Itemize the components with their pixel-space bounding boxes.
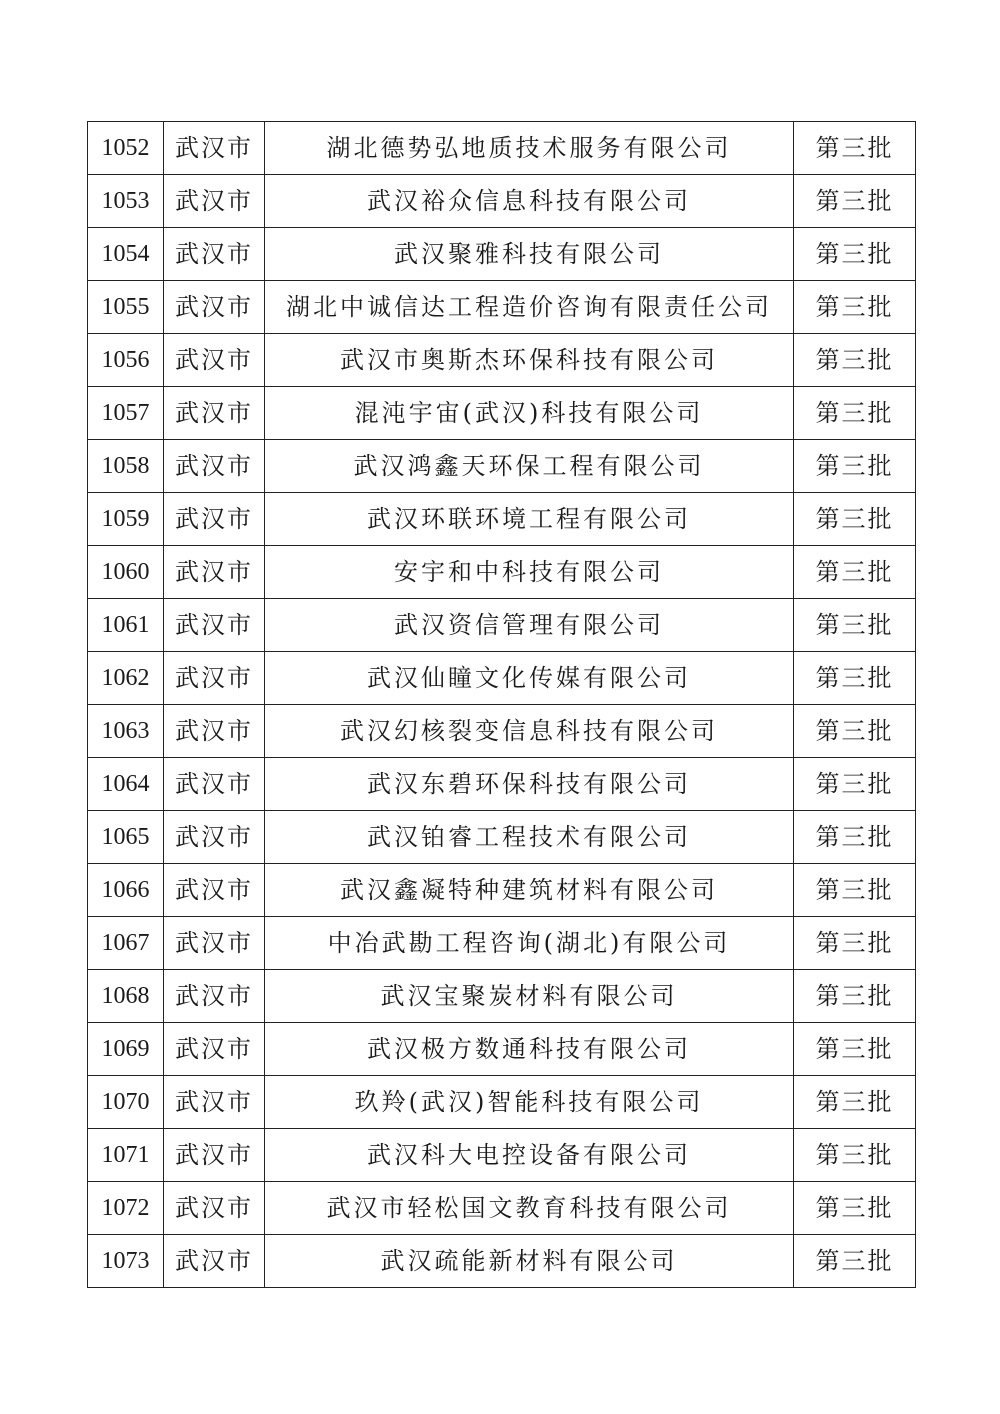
company-name-cell: 湖北德势弘地质技术服务有限公司 [265, 122, 794, 175]
batch-cell: 第三批 [794, 1023, 916, 1076]
batch-cell: 第三批 [794, 228, 916, 281]
row-number-cell: 1073 [88, 1235, 164, 1288]
company-name-cell: 安宇和中科技有限公司 [265, 546, 794, 599]
row-number-cell: 1065 [88, 811, 164, 864]
table-row [88, 1076, 916, 1129]
company-name-cell: 武汉东碧环保科技有限公司 [265, 758, 794, 811]
table-row [88, 228, 916, 281]
table-row [88, 175, 916, 228]
company-list-table [87, 121, 916, 1288]
batch-cell: 第三批 [794, 175, 916, 228]
table-row [88, 864, 916, 917]
table-row [88, 546, 916, 599]
batch-cell: 第三批 [794, 440, 916, 493]
row-number-cell: 1057 [88, 387, 164, 440]
table-row [88, 334, 916, 387]
table-row [88, 1023, 916, 1076]
batch-cell: 第三批 [794, 599, 916, 652]
city-cell: 武汉市 [164, 652, 265, 705]
table-row [88, 599, 916, 652]
batch-cell: 第三批 [794, 864, 916, 917]
table-row [88, 387, 916, 440]
batch-cell: 第三批 [794, 281, 916, 334]
row-number-cell: 1052 [88, 122, 164, 175]
batch-cell: 第三批 [794, 970, 916, 1023]
row-number-cell: 1066 [88, 864, 164, 917]
city-cell: 武汉市 [164, 1076, 265, 1129]
company-name-cell: 武汉环联环境工程有限公司 [265, 493, 794, 546]
table-row [88, 652, 916, 705]
company-name-cell: 武汉市轻松国文教育科技有限公司 [265, 1182, 794, 1235]
company-name-cell: 武汉鑫凝特种建筑材料有限公司 [265, 864, 794, 917]
table-row [88, 705, 916, 758]
city-cell: 武汉市 [164, 228, 265, 281]
batch-cell: 第三批 [794, 758, 916, 811]
city-cell: 武汉市 [164, 811, 265, 864]
company-name-cell: 混沌宇宙(武汉)科技有限公司 [265, 387, 794, 440]
row-number-cell: 1070 [88, 1076, 164, 1129]
city-cell: 武汉市 [164, 1023, 265, 1076]
city-cell: 武汉市 [164, 175, 265, 228]
batch-cell: 第三批 [794, 334, 916, 387]
row-number-cell: 1063 [88, 705, 164, 758]
row-number-cell: 1056 [88, 334, 164, 387]
batch-cell: 第三批 [794, 652, 916, 705]
city-cell: 武汉市 [164, 1182, 265, 1235]
table-body [88, 122, 916, 1288]
row-number-cell: 1067 [88, 917, 164, 970]
batch-cell: 第三批 [794, 1129, 916, 1182]
table-row [88, 493, 916, 546]
row-number-cell: 1055 [88, 281, 164, 334]
city-cell: 武汉市 [164, 334, 265, 387]
city-cell: 武汉市 [164, 281, 265, 334]
table-row [88, 122, 916, 175]
row-number-cell: 1071 [88, 1129, 164, 1182]
city-cell: 武汉市 [164, 1235, 265, 1288]
row-number-cell: 1069 [88, 1023, 164, 1076]
row-number-cell: 1064 [88, 758, 164, 811]
batch-cell: 第三批 [794, 546, 916, 599]
table-row [88, 917, 916, 970]
row-number-cell: 1068 [88, 970, 164, 1023]
table-row [88, 758, 916, 811]
company-name-cell: 武汉科大电控设备有限公司 [265, 1129, 794, 1182]
table-row [88, 1129, 916, 1182]
city-cell: 武汉市 [164, 546, 265, 599]
batch-cell: 第三批 [794, 122, 916, 175]
company-name-cell: 武汉宝聚炭材料有限公司 [265, 970, 794, 1023]
table-row [88, 440, 916, 493]
city-cell: 武汉市 [164, 1129, 265, 1182]
company-name-cell: 武汉裕众信息科技有限公司 [265, 175, 794, 228]
city-cell: 武汉市 [164, 864, 265, 917]
city-cell: 武汉市 [164, 440, 265, 493]
batch-cell: 第三批 [794, 1182, 916, 1235]
company-name-cell: 武汉鸿鑫天环保工程有限公司 [265, 440, 794, 493]
company-name-cell: 武汉市奥斯杰环保科技有限公司 [265, 334, 794, 387]
company-name-cell: 武汉仙瞳文化传媒有限公司 [265, 652, 794, 705]
city-cell: 武汉市 [164, 493, 265, 546]
table-row [88, 1182, 916, 1235]
row-number-cell: 1059 [88, 493, 164, 546]
city-cell: 武汉市 [164, 917, 265, 970]
city-cell: 武汉市 [164, 122, 265, 175]
city-cell: 武汉市 [164, 599, 265, 652]
row-number-cell: 1061 [88, 599, 164, 652]
batch-cell: 第三批 [794, 705, 916, 758]
company-name-cell: 武汉疏能新材料有限公司 [265, 1235, 794, 1288]
row-number-cell: 1053 [88, 175, 164, 228]
city-cell: 武汉市 [164, 387, 265, 440]
table-row [88, 281, 916, 334]
batch-cell: 第三批 [794, 387, 916, 440]
table-row [88, 970, 916, 1023]
table-row [88, 811, 916, 864]
company-name-cell: 武汉幻核裂变信息科技有限公司 [265, 705, 794, 758]
city-cell: 武汉市 [164, 970, 265, 1023]
table-row [88, 1235, 916, 1288]
batch-cell: 第三批 [794, 493, 916, 546]
company-name-cell: 武汉资信管理有限公司 [265, 599, 794, 652]
row-number-cell: 1072 [88, 1182, 164, 1235]
batch-cell: 第三批 [794, 811, 916, 864]
company-name-cell: 玖羚(武汉)智能科技有限公司 [265, 1076, 794, 1129]
batch-cell: 第三批 [794, 1235, 916, 1288]
batch-cell: 第三批 [794, 1076, 916, 1129]
row-number-cell: 1060 [88, 546, 164, 599]
row-number-cell: 1058 [88, 440, 164, 493]
company-name-cell: 武汉铂睿工程技术有限公司 [265, 811, 794, 864]
company-name-cell: 中冶武勘工程咨询(湖北)有限公司 [265, 917, 794, 970]
city-cell: 武汉市 [164, 758, 265, 811]
row-number-cell: 1062 [88, 652, 164, 705]
company-name-cell: 湖北中诚信达工程造价咨询有限责任公司 [265, 281, 794, 334]
row-number-cell: 1054 [88, 228, 164, 281]
company-name-cell: 武汉聚雅科技有限公司 [265, 228, 794, 281]
batch-cell: 第三批 [794, 917, 916, 970]
company-name-cell: 武汉极方数通科技有限公司 [265, 1023, 794, 1076]
city-cell: 武汉市 [164, 705, 265, 758]
